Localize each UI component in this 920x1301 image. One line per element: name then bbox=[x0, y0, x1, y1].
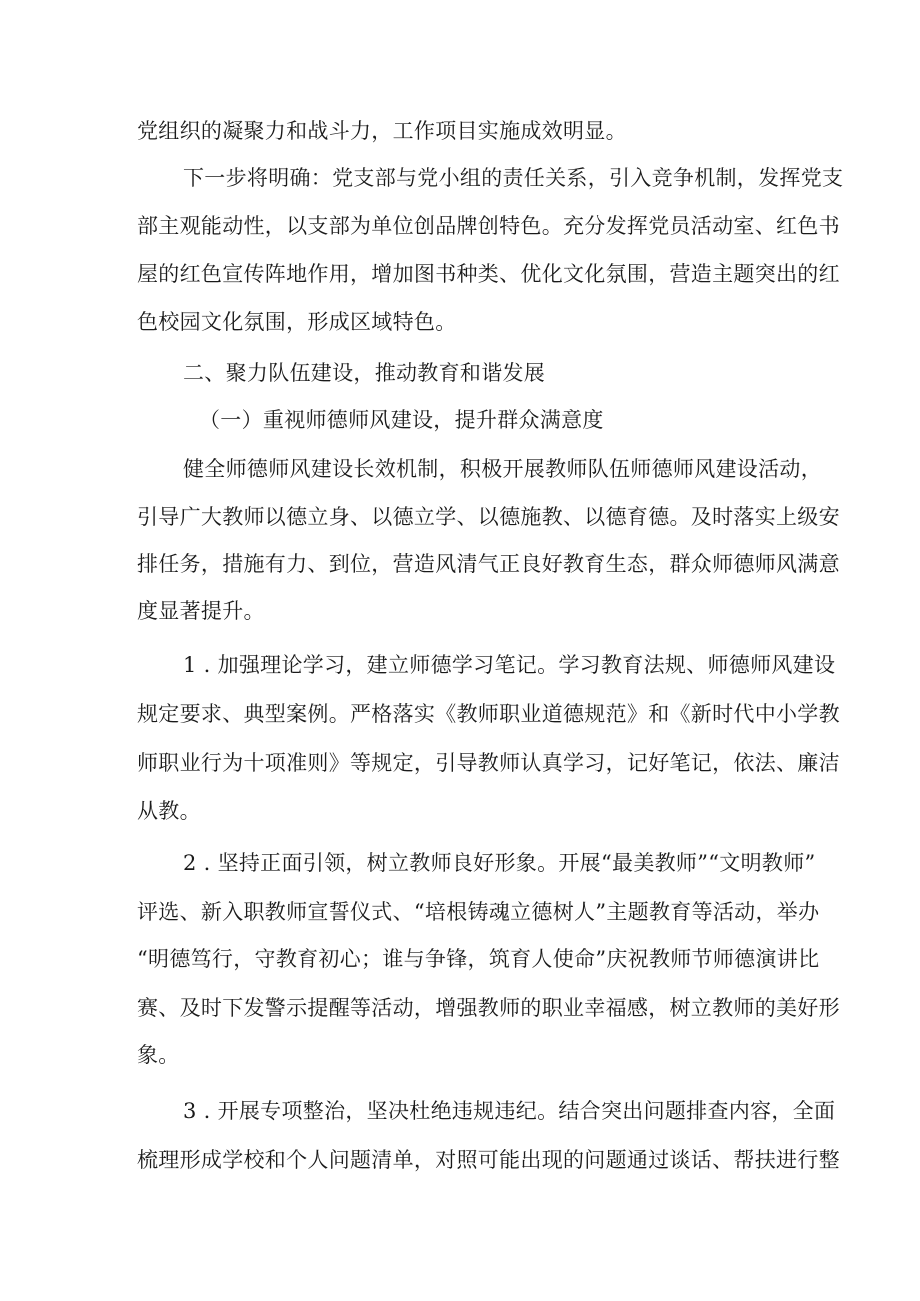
text-line: 部主观能动性，以支部为单位创品牌创特色。充分发挥党员活动室、红色书 bbox=[137, 214, 840, 238]
text-line: 健全师德师风建设长效机制，积极开展教师队伍师德师风建设活动， bbox=[183, 457, 822, 481]
list-item-2: 2 . 坚持正面引领，树立教师良好形象。开展“最美教师”“文明教师” bbox=[183, 851, 816, 875]
text-line: 师职业行为十项准则》等规定，引导教师认真学习，记好笔记，依法、廉洁 bbox=[137, 751, 840, 775]
text-line: 评选、新入职教师宣誓仪式、“培根铸魂立德树人”主题教育等活动，举办 bbox=[137, 900, 820, 924]
text-line: 屋的红色宣传阵地作用，增加图书种类、优化文化氛围，营造主题突出的红 bbox=[137, 262, 840, 286]
text-line: 度显著提升。 bbox=[137, 599, 265, 623]
text-line: 引导广大教师以德立身、以德立学、以德施教、以德育德。及时落实上级安 bbox=[137, 505, 840, 529]
text-line: 党组织的凝聚力和战斗力，工作项目实施成效明显。 bbox=[137, 119, 627, 143]
section-heading: 二、聚力队伍建设，推动教育和谐发展 bbox=[183, 361, 546, 385]
text-line: 从教。 bbox=[137, 799, 201, 823]
list-item-1: 1 . 加强理论学习，建立师德学习笔记。学习教育法规、师德师风建设 bbox=[183, 653, 836, 677]
list-item-3: 3 . 开展专项整治，坚决杜绝违规违纪。结合突出问题排查内容，全面 bbox=[183, 1099, 836, 1123]
text-line: 色校园文化氛围，形成区域特色。 bbox=[137, 310, 457, 334]
text-line: 下一步将明确：党支部与党小组的责任关系，引入竞争机制，发挥党支 bbox=[183, 166, 844, 190]
text-line: 规定要求、典型案例。严格落实《教师职业道德规范》和《新时代中小学教 bbox=[137, 702, 840, 726]
text-line: 梳理形成学校和个人问题清单，对照可能出现的问题通过谈话、帮扶进行整 bbox=[137, 1148, 840, 1172]
text-line: 赛、及时下发警示提醒等活动，增强教师的职业幸福感，树立教师的美好形 bbox=[137, 996, 840, 1020]
text-line: 排任务，措施有力、到位，营造风清气正良好教育生态，群众师德师风满意 bbox=[137, 552, 840, 576]
text-line: “明德笃行，守教育初心；谁与争锋，筑育人使命”庆祝教师节师德演讲比 bbox=[137, 947, 820, 971]
text-line: 象。 bbox=[137, 1043, 180, 1067]
subsection-heading: （一）重视师德师风建设，提升群众满意度 bbox=[199, 408, 604, 432]
